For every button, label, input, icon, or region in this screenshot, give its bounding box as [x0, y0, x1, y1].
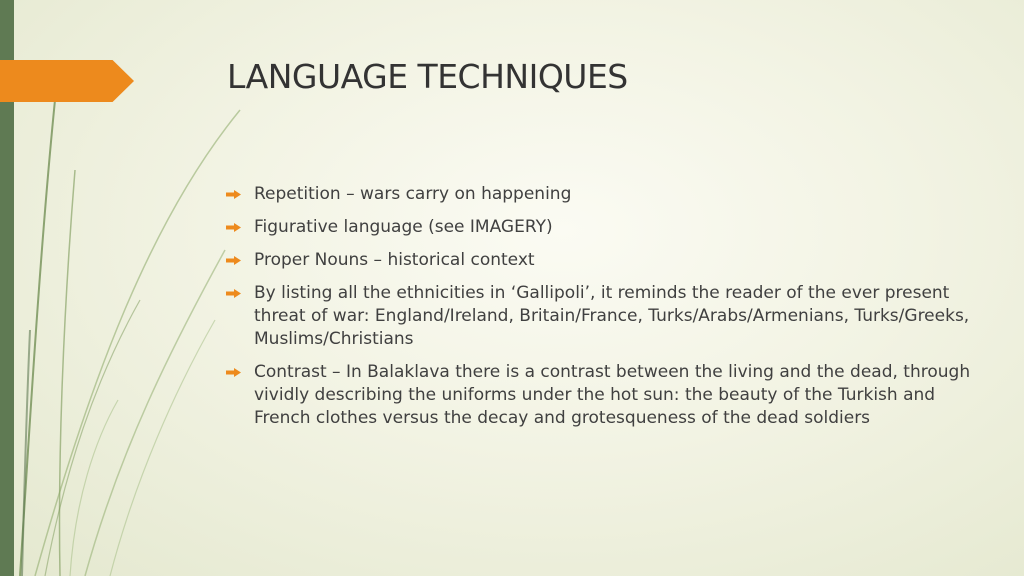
arrow-bullet-icon [226, 368, 241, 377]
title-accent-tab [0, 60, 134, 102]
bullet-list [226, 183, 986, 440]
bullet-item [226, 183, 986, 206]
bullet-text: Proper Nouns – historical context [254, 250, 535, 270]
bullet-item [226, 282, 986, 351]
arrow-bullet-icon [226, 223, 241, 232]
bullet-text: By listing all the ethnicities in ‘Gallipoli’, it reminds the reader of the ever present threat of war: England/Ireland, Britain/France, Turks/Arabs/Armenians, Turks/Greeks, Muslims/Christians [254, 283, 970, 349]
bullet-item [226, 216, 986, 239]
slide-title: LANGUAGE TECHNIQUES [227, 57, 628, 96]
arrow-bullet-icon [226, 256, 241, 265]
bullet-text: Figurative language (see IMAGERY) [254, 217, 553, 237]
bullet-item [226, 249, 986, 272]
arrow-bullet-icon [226, 289, 241, 298]
bullet-item [226, 361, 986, 430]
bullet-text: Contrast – In Balaklava there is a contrast between the living and the dead, through vividly describing the uniforms under the hot sun: the beauty of the Turkish and French clothes versus the decay and grotesqueness of the dead soldiers [254, 362, 971, 428]
arrow-bullet-icon [226, 190, 241, 199]
bullet-text: Repetition – wars carry on happening [254, 184, 572, 204]
